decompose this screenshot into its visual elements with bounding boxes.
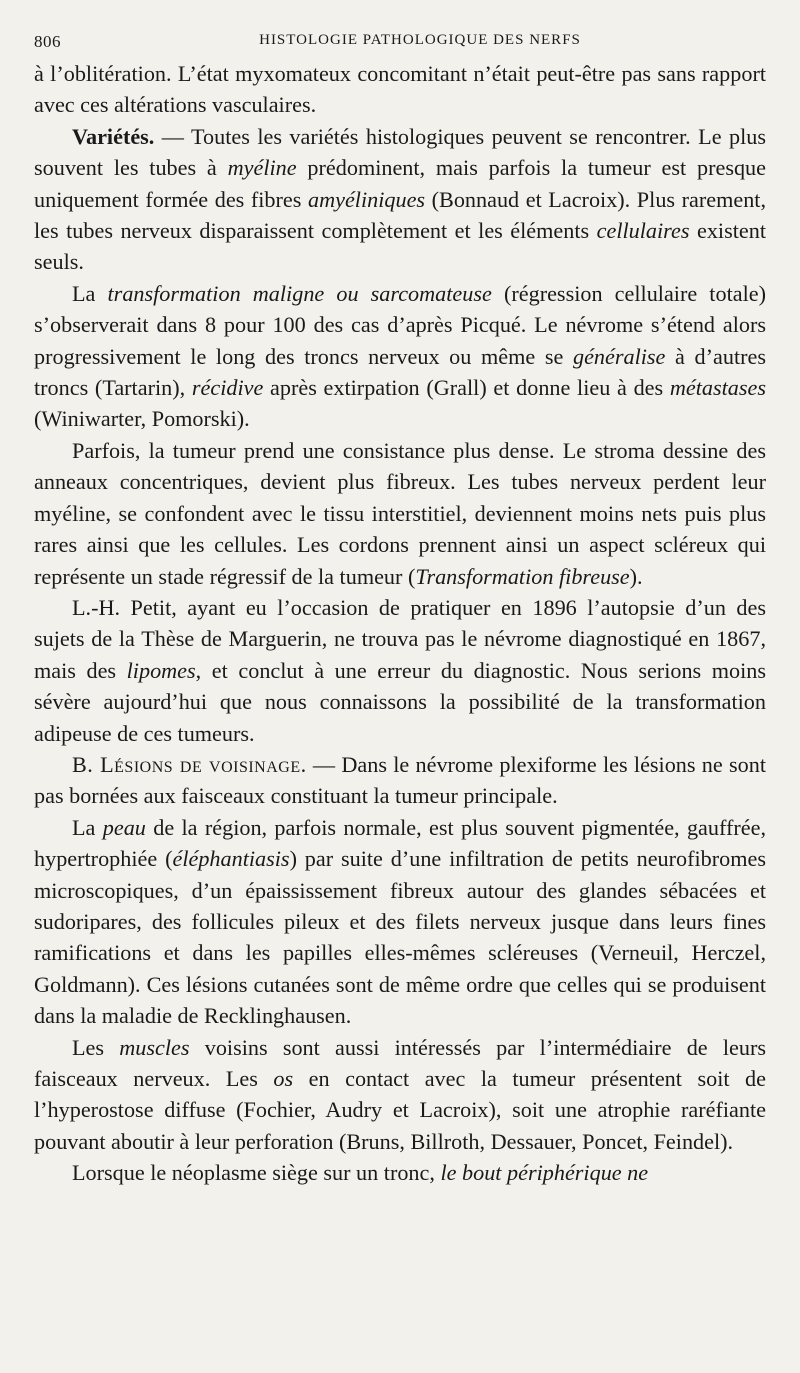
paragraph-4: Parfois, la tumeur prend une consistance plus dense. Le stroma dessine des anneaux concentriques, devient plus fibreux. Les tubes nerveux perdent leur myéline, se confondent avec le tissu interstitiel, deviennent moins nets puis plus rares ainsi que les cellules. Les cordons prennent ainsi un aspect scléreux qui représente un stade régressif de la tumeur (Transformation fibreuse). [34,437,766,589]
page-number: 806 [34,32,61,51]
paragraph-3: La transformation maligne ou sarcomateuse (régression cellulaire totale) s’observerait dans 8 pour 100 des cas d’après Picqué. Le névrome s’étend alors progressivement le long des troncs nerveux ou même se généralise à d’autres troncs (Tartarin), récidive après extirpation (Grall) et donne lieu à des métastases (Winiwarter, Pomorski). [34,280,767,432]
running-head [34,28,766,58]
running-title: HISTOLOGIE PATHOLOGIQUE DES NERFS [259,32,581,48]
paragraph-2: Variétés. — Toutes les variétés histologiques peuvent se rencontrer. Le plus souvent les tubes à myéline prédominent, mais parfois la tumeur est presque uniquement formée des fibres amyéliniques (Bonnaud et Lacroix). Plus rarement, les tubes nerveux disparaissent complètement et les éléments cellulaires existent seuls. [34,123,767,275]
paragraph-6: B. Lésions de voisinage. — Dans le névrome plexiforme les lésions ne sont pas bornées aux faisceaux constituant la tumeur principale. [34,751,766,809]
paragraph-8: Les muscles voisins sont aussi intéressés par l’intermédiaire de leurs faisceaux nerveux. Les os en contact avec la tumeur présentent soit de l’hyperostose diffuse (Fochier, Audry et Lacroix), soit une atrophie raréfiante pouvant aboutir à leur perforation (Bruns, Billroth, Dessauer, Poncet, Feindel). [34,1034,766,1154]
paragraph-7: La peau de la région, parfois normale, est plus souvent pigmentée, gauffrée, hypertrophiée (éléphantiasis) par suite d’une infiltration de petits neurofibromes microscopiques, d’un épaississement fibreux autour des glandes sébacées et sudoripares, des follicules pileux et des filets nerveux jusque dans leurs fines ramifications et dans les papilles elles-mêmes scléreuses (Verneuil, Herczel, Goldmann). Ces lésions cutanées sont de même ordre que celles qui se produisent dans la maladie de Recklinghausen. [34,814,766,1029]
paragraph-1: à l’oblitération. L’état myxomateux concomitant n’était peut-être pas sans rapport avec ces altérations vasculaires. [34,61,766,118]
paragraph-9: Lorsque le néoplasme siège sur un tronc, le bout périphérique ne [72,1160,649,1186]
body-text [34,58,766,1189]
paragraph-5: L.-H. Petit, ayant eu l’occasion de pratiquer en 1896 l’autopsie d’un des sujets de la Thèse de Marguerin, ne trouva pas le névrome diagnostiqué en 1867, mais des lipomes, et conclut à une erreur du diagnostic. Nous serions moins sévère aujourd’hui que nous connaissons la possibilité de la transformation adipeuse de ces tumeurs. [34,594,766,746]
section-lead-lesions: B. Lésions de voisinage. [72,751,307,777]
section-lead-varietes: Variétés. [72,123,155,149]
